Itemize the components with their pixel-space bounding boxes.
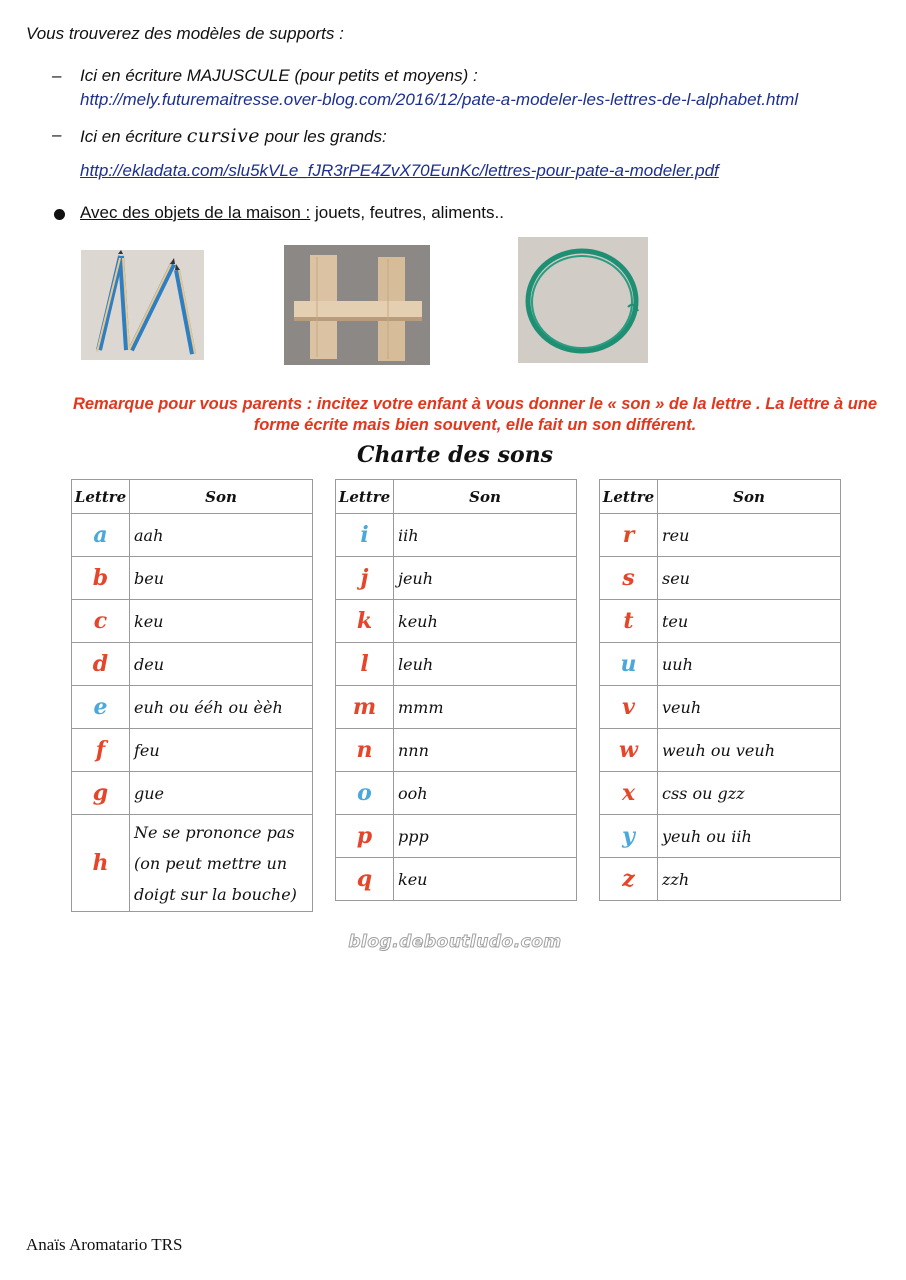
- sound-cell: mmm: [394, 686, 577, 729]
- item-text: Ici en écriture MAJUSCULE (pour petits et moyens) :: [80, 66, 478, 85]
- item-text: [80, 125, 387, 147]
- sound-table-3: [599, 479, 841, 901]
- header-sound: Son: [658, 480, 841, 514]
- sound-cell: feu: [130, 729, 313, 772]
- sound-cell: leuh: [394, 643, 577, 686]
- letter-cell: p: [336, 815, 394, 858]
- letter-cell: r: [600, 514, 658, 557]
- table-row: [600, 858, 841, 901]
- link-majuscule[interactable]: http://mely.futuremaitresse.over-blog.com/2016/12/pate-a-modeler-les-lettres-de-l-alphabet.html: [80, 90, 799, 109]
- sound-cell: gue: [130, 772, 313, 815]
- letter-cell: e: [72, 686, 130, 729]
- sound-cell: reu: [658, 514, 841, 557]
- table-row: [72, 643, 313, 686]
- letter-cell: j: [336, 557, 394, 600]
- table-row: [72, 686, 313, 729]
- letter-cell: w: [600, 729, 658, 772]
- photo-wood-h: [284, 245, 430, 365]
- chart-title: Charte des sons: [356, 442, 554, 468]
- sound-cell: iih: [394, 514, 577, 557]
- table-row: [336, 686, 577, 729]
- table-row: [336, 557, 577, 600]
- letter-cell: d: [72, 643, 130, 686]
- pencils-m-drawing: [81, 250, 204, 360]
- letter-cell: q: [336, 858, 394, 901]
- sound-cell: keu: [394, 858, 577, 901]
- sound-cell: keuh: [394, 600, 577, 643]
- sound-cell: seu: [658, 557, 841, 600]
- table-row: [72, 772, 313, 815]
- wood-h-drawing: [284, 245, 430, 365]
- photo-pencils-m: [81, 250, 204, 360]
- table-row: [336, 772, 577, 815]
- table-row: [72, 600, 313, 643]
- sound-cell: uuh: [658, 643, 841, 686]
- letter-cell: n: [336, 729, 394, 772]
- table-row: [600, 600, 841, 643]
- letter-cell: o: [336, 772, 394, 815]
- letter-cell: h: [72, 815, 130, 912]
- sound-cell: nnn: [394, 729, 577, 772]
- bullet-rest: jouets, feutres, aliments..: [310, 203, 504, 222]
- table-row: [72, 729, 313, 772]
- sound-cell: Ne se prononce pas (on peut mettre un doigt sur la bouche): [130, 815, 313, 912]
- sound-cell: zzh: [658, 858, 841, 901]
- sound-cell: weuh ou veuh: [658, 729, 841, 772]
- table-row: [336, 514, 577, 557]
- link-cursive[interactable]: http://ekladata.com/slu5kVLe_fJR3rPE4ZvX70EunKc/lettres-pour-pate-a-modeler.pdf: [80, 161, 719, 180]
- sound-cell: aah: [130, 514, 313, 557]
- table-row: [336, 643, 577, 686]
- table-row: [600, 557, 841, 600]
- table-row: [72, 815, 313, 912]
- table-row: [336, 815, 577, 858]
- ring-o-drawing: [518, 237, 648, 363]
- intro-text: Vous trouverez des modèles de supports :: [26, 24, 344, 43]
- letter-cell: s: [600, 557, 658, 600]
- dash-marker: –: [52, 125, 62, 144]
- sound-cell: euh ou ééh ou èèh: [130, 686, 313, 729]
- letter-cell: k: [336, 600, 394, 643]
- header-letter: Lettre: [600, 480, 658, 514]
- table-row: [600, 729, 841, 772]
- letter-cell: l: [336, 643, 394, 686]
- bullet-icon: [54, 209, 65, 220]
- table-row: [72, 514, 313, 557]
- sound-cell: yeuh ou iih: [658, 815, 841, 858]
- sound-cell: beu: [130, 557, 313, 600]
- sound-cell: teu: [658, 600, 841, 643]
- letter-cell: y: [600, 815, 658, 858]
- cursive-word: cursive: [186, 125, 261, 147]
- sound-cell: ooh: [394, 772, 577, 815]
- table-row: [336, 858, 577, 901]
- watermark-text: blog.deboutludo.com: [348, 932, 562, 952]
- sound-cell: keu: [130, 600, 313, 643]
- letter-cell: a: [72, 514, 130, 557]
- table-row: [600, 686, 841, 729]
- letter-cell: m: [336, 686, 394, 729]
- table-row: [600, 772, 841, 815]
- photo-ring-o: [518, 237, 648, 363]
- letter-cell: z: [600, 858, 658, 901]
- footer-author: Anaïs Aromatario TRS: [26, 1235, 183, 1254]
- table-row: [600, 514, 841, 557]
- bullet-text: [80, 203, 504, 223]
- letter-cell: v: [600, 686, 658, 729]
- header-sound: Son: [394, 480, 577, 514]
- letter-cell: c: [72, 600, 130, 643]
- table-row: [600, 815, 841, 858]
- dash-marker: –: [52, 66, 62, 85]
- letter-cell: g: [72, 772, 130, 815]
- letter-cell: b: [72, 557, 130, 600]
- sound-cell: deu: [130, 643, 313, 686]
- text-after: pour les grands:: [264, 127, 387, 146]
- header-letter: Lettre: [336, 480, 394, 514]
- sound-cell: ppp: [394, 815, 577, 858]
- parents-remark: Remarque pour vous parents : incitez votre enfant à vous donner le « son » de la lettre . La lettre à une forme écrite mais bien souvent, elle fait un son différent.: [72, 395, 878, 434]
- bullet-underlined: Avec des objets de la maison :: [80, 203, 311, 222]
- table-row: [72, 557, 313, 600]
- letter-cell: t: [600, 600, 658, 643]
- sound-cell: jeuh: [394, 557, 577, 600]
- table-row: [600, 643, 841, 686]
- sound-cell: css ou gzz: [658, 772, 841, 815]
- sound-table-2: [335, 479, 577, 901]
- table-row: [336, 729, 577, 772]
- header-sound: Son: [130, 480, 313, 514]
- sound-cell: veuh: [658, 686, 841, 729]
- letter-cell: x: [600, 772, 658, 815]
- letter-cell: f: [72, 729, 130, 772]
- header-letter: Lettre: [72, 480, 130, 514]
- table-row: [336, 600, 577, 643]
- letter-cell: u: [600, 643, 658, 686]
- letter-cell: i: [336, 514, 394, 557]
- sound-table-1: [71, 479, 313, 912]
- text-before: Ici en écriture: [80, 127, 183, 146]
